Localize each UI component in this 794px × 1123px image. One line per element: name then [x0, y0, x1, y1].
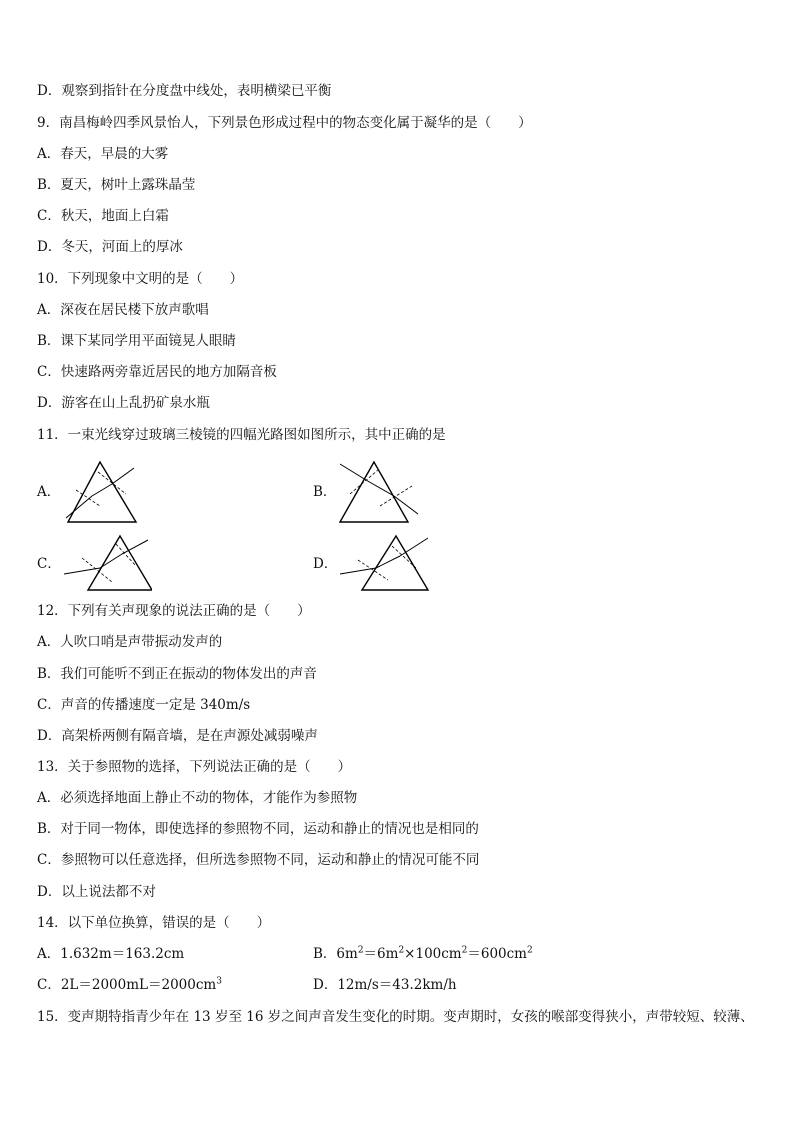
question-12-option-b: B．我们可能听不到正在振动的物体发出的声音 — [37, 666, 317, 682]
q14-c-text: C．2L＝2000mL＝2000cm — [37, 977, 217, 993]
question-14-stem: 14．以下单位换算，错误的是（ ） — [37, 915, 271, 931]
question-10-option-c: C．快速路两旁靠近居民的地方加隔音板 — [37, 364, 277, 380]
question-14-option-d: D．12m/s＝43.2km/h — [313, 977, 457, 993]
figure-b-label: B． — [313, 484, 337, 500]
q14-c-sup: 3 — [216, 976, 222, 987]
question-12-option-d: D．高架桥两侧有隔音墙，是在声源处减弱噪声 — [37, 728, 318, 744]
question-13-option-a: A．必须选择地面上静止不动的物体，才能作为参照物 — [37, 790, 358, 806]
q14-b-part2: ＝6m — [363, 946, 399, 962]
question-12-stem: 12．下列有关声现象的说法正确的是（ ） — [37, 603, 311, 619]
q14-b-sup1: 2 — [357, 945, 364, 956]
question-9-stem: 9．南昌梅岭四季风景怡人，下列景色形成过程中的物态变化属于凝华的是（ ） — [37, 115, 532, 131]
question-13-option-d: D．以上说法都不对 — [37, 884, 156, 900]
question-10-option-a: A．深夜在居民楼下放声歌唱 — [37, 302, 209, 318]
question-14-option-c — [37, 976, 222, 994]
question-15-stem: 15．变声期特指青少年在 13 岁至 16 岁之间声音发生变化的时期。变声期时，女孩的喉部变得狭小，声带较短、较薄、 — [37, 1009, 754, 1025]
question-10-stem: 10．下列现象中文明的是（ ） — [37, 271, 244, 287]
question-9-option-a: A．春天，早晨的大雾 — [37, 146, 169, 162]
question-10-option-b: B．课下某同学用平面镜晃人眼睛 — [37, 333, 236, 349]
question-9-option-d: D．冬天，河面上的厚冰 — [37, 239, 183, 255]
q14-b-sup2: 2 — [398, 945, 405, 956]
q14-b-part4: ＝600cm — [467, 946, 527, 962]
q14-b-sup3: 2 — [461, 945, 468, 956]
question-14-option-b — [313, 945, 533, 963]
question-11-stem: 11．一束光线穿过玻璃三棱镜的四幅光路图如图所示，其中正确的是 — [37, 427, 446, 443]
question-9-option-c: C．秋天，地面上白霜 — [37, 208, 169, 224]
question-9-option-b: B．夏天，树叶上露珠晶莹 — [37, 177, 196, 193]
q14-b-part1: B．6m — [313, 946, 358, 962]
prism-diagram-d — [336, 532, 430, 594]
q14-b-sup4: 2 — [527, 945, 533, 956]
figure-d-label: D． — [313, 556, 338, 572]
question-12-option-a: A．人吹口哨是声带振动发声的 — [37, 634, 223, 650]
q14-b-part3: ×100cm — [404, 946, 462, 962]
question-14-option-a: A．1.632m＝163.2cm — [37, 946, 185, 962]
question-8-option-d: D．观察到指针在分度盘中线处，表明横梁已平衡 — [37, 83, 332, 99]
question-13-option-b: B．对于同一物体，即使选择的参照物不同，运动和静止的情况也是相同的 — [37, 821, 479, 837]
prism-diagram-c — [62, 532, 152, 594]
question-13-stem: 13．关于参照物的选择，下列说法正确的是（ ） — [37, 759, 352, 775]
question-13-option-c: C．参照物可以任意选择，但所选参照物不同，运动和静止的情况可能不同 — [37, 852, 480, 868]
prism-diagram-a — [62, 458, 142, 526]
figure-a-label: A． — [37, 484, 61, 500]
question-12-option-c: C．声音的传播速度一定是 340m/s — [37, 697, 251, 713]
prism-diagram-b — [336, 458, 424, 526]
figure-c-label: C． — [37, 556, 61, 572]
question-10-option-d: D．游客在山上乱扔矿泉水瓶 — [37, 395, 210, 411]
